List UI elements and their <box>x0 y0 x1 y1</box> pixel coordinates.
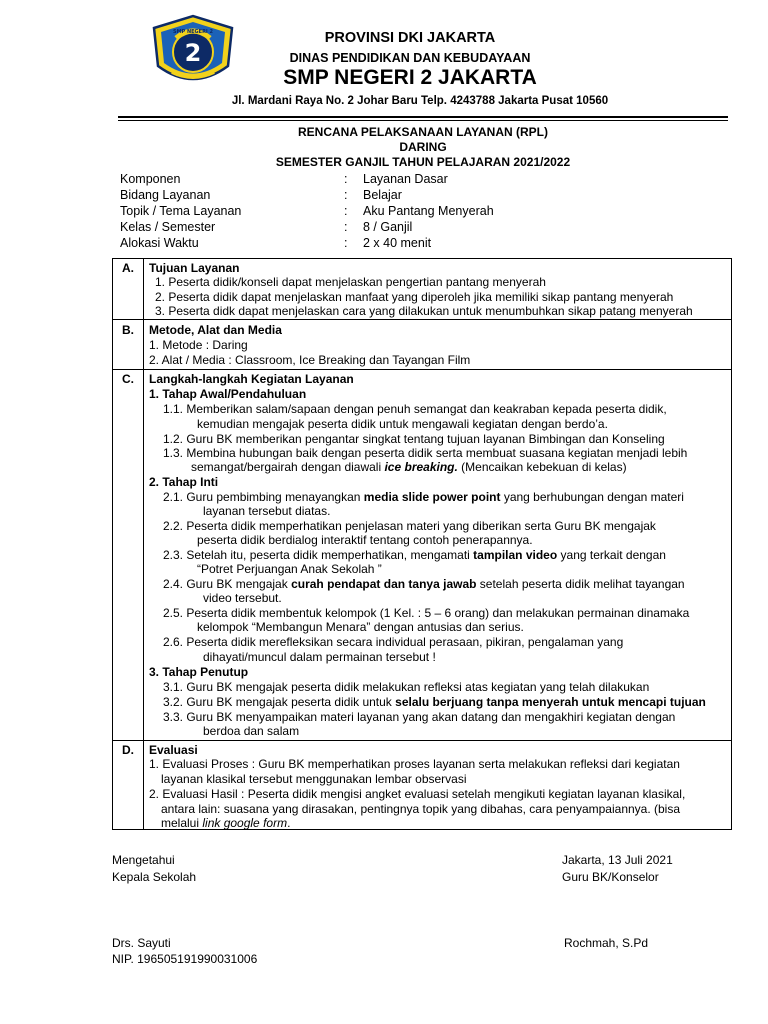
meta-label: Alokasi Waktu <box>120 236 199 250</box>
step-2-5: 2.5. Peserta didik membentuk kelompok (1 Kel. : 5 – 6 orang) dan melakukan permainan dinamaka <box>163 606 690 620</box>
bold-text: selalu berjuang tanpa menyerah untuk mencapi tujuan <box>395 695 706 709</box>
text: 2.4. Guru BK mengajak <box>163 577 292 591</box>
step-2-4 <box>163 577 685 591</box>
text: setelah peserta didik melihat tayangan <box>476 577 685 591</box>
sig-principal-name: Drs. Sayuti <box>112 936 171 950</box>
header-divider-thin <box>118 120 728 121</box>
text: (Mencaikan kebekuan di kelas) <box>457 460 627 474</box>
text: yang terkait dengan <box>557 548 666 562</box>
text: melalui <box>161 816 203 830</box>
text: 2.1. Guru pembimbing menayangkan <box>163 490 364 504</box>
section-c-heading: Langkah-langkah Kegiatan Layanan <box>149 372 354 386</box>
step-1-1: 1.1. Memberikan salam/sapaan dengan penuh semangat dan keakraban kepada peserta didik, <box>163 402 667 416</box>
ice-breaking-term: ice breaking. <box>384 460 458 474</box>
phase-3-title: 3. Tahap Penutup <box>149 665 249 679</box>
doc-subtitle-mode: DARING <box>399 140 447 154</box>
meta-colon: : <box>344 204 348 218</box>
section-d-heading: Evaluasi <box>149 743 198 757</box>
rpl-table <box>112 258 732 830</box>
meta-row-bidang <box>120 188 720 204</box>
step-1-2: 1.2. Guru BK memberikan pengantar singkat tentang tujuan layanan Bimbingan dan Konseling <box>163 432 665 446</box>
logo-school-text: SMP NEGERI 2 <box>172 29 214 35</box>
meta-value: 2 x 40 menit <box>363 236 432 250</box>
bold-text: curah pendapat dan tanya jawab <box>291 577 477 591</box>
meta-row-komponen <box>120 172 720 188</box>
step-2-2-cont: peserta didik berdialog interaktif tentang contoh penerapannya. <box>197 533 533 547</box>
step-1-1-cont: kemudian mengajak peserta didik untuk mengawali kegiatan dengan berdo’a. <box>197 417 608 431</box>
meta-row-kelas <box>120 220 720 236</box>
section-b-heading: Metode, Alat dan Media <box>149 323 282 337</box>
meta-colon: : <box>344 236 348 250</box>
meta-row-alokasi <box>120 236 720 252</box>
section-d-letter: D. <box>122 743 134 757</box>
meta-colon: : <box>344 188 348 202</box>
section-b-item: 1. Metode : Daring <box>149 338 248 352</box>
sig-counselor-name: Rochmah, S.Pd <box>564 936 649 950</box>
text: . <box>287 816 291 830</box>
sig-place-date: Jakarta, 13 Juli 2021 <box>562 853 673 867</box>
text: semangat/bergairah dengan diawali <box>191 460 385 474</box>
doc-subtitle-semester: SEMESTER GANJIL TAHUN PELAJARAN 2021/2022 <box>275 155 571 169</box>
sig-counselor-title: Guru BK/Konselor <box>562 870 659 884</box>
evaluation-result-cont: antara lain: suasana yang dirasakan, pentingnya topik yang dibahas, cara penyampaiannya. (bisa <box>161 802 681 816</box>
step-3-3-cont: berdoa dan salam <box>203 724 300 738</box>
step-3-1: 3.1. Guru BK mengajak peserta didik melakukan refleksi atas kegiatan yang telah dilakukan <box>163 680 650 694</box>
phase-2-title: 2. Tahap Inti <box>149 475 219 489</box>
section-b-letter: B. <box>122 323 134 337</box>
step-1-3: 1.3. Membina hubungan baik dengan peserta didik serta membuat suasana kegiatan menjadi lebih <box>163 446 688 460</box>
meta-value: 8 / Ganjil <box>363 220 413 234</box>
meta-label: Komponen <box>120 172 181 186</box>
meta-colon: : <box>344 172 348 186</box>
school-logo <box>150 14 236 86</box>
logo-number: 2 <box>184 39 202 67</box>
table-row-divider <box>113 319 731 320</box>
section-a-item: 1. Peserta didik/konseli dapat menjelaskan pengertian pantang menyerah <box>155 275 546 289</box>
table-row-divider <box>113 369 731 370</box>
section-a-item: 2. Peserta didik dapat menjelaskan manfaat yang diperoleh jika memiliki sikap pantang menyerah <box>155 290 674 304</box>
meta-value: Layanan Dasar <box>363 172 448 186</box>
section-a-letter: A. <box>122 261 134 275</box>
evaluation-result-cont <box>161 816 290 830</box>
header-address: Jl. Mardani Raya No. 2 Johar Baru Telp. 4243788 Jakarta Pusat 10560 <box>231 95 609 107</box>
meta-colon: : <box>344 220 348 234</box>
meta-label: Kelas / Semester <box>120 220 216 234</box>
bold-text: media slide power point <box>363 490 501 504</box>
doc-title: RENCANA PELAKSANAAN LAYANAN (RPL) <box>297 125 548 139</box>
meta-label: Topik / Tema Layanan <box>120 204 242 218</box>
section-c-letter: C. <box>122 372 134 386</box>
header-school-name: SMP NEGERI 2 JAKARTA <box>283 66 537 89</box>
step-2-1 <box>163 490 684 504</box>
text: yang berhubungan dengan materi <box>500 490 684 504</box>
step-3-2 <box>163 695 706 709</box>
step-2-3 <box>163 548 666 562</box>
header-department: DINAS PENDIDIKAN DAN KEBUDAYAAN <box>289 51 531 65</box>
evaluation-result: 2. Evaluasi Hasil : Peserta didik mengisi angket evaluasi setelah mengikuti kegiatan layanan klasikal, <box>149 787 686 801</box>
table-column-divider <box>143 259 144 829</box>
meta-value: Belajar <box>363 188 402 202</box>
step-2-1-cont: layanan tersebut diatas. <box>203 504 331 518</box>
table-row-divider <box>113 740 731 741</box>
step-2-4-cont: video tersebut. <box>203 591 282 605</box>
section-a-heading: Tujuan Layanan <box>149 261 240 275</box>
step-2-6-cont: dihayati/muncul dalam permainan tersebut ! <box>203 650 436 664</box>
header-divider-thick <box>118 116 728 118</box>
step-2-3-cont: “Potret Perjuangan Anak Sekolah ” <box>197 562 382 576</box>
step-3-3: 3.3. Guru BK menyampaikan materi layanan yang akan datang dan mengakhiri kegiatan dengan <box>163 710 676 724</box>
sig-principal-nip: NIP. 196505191990031006 <box>112 952 258 966</box>
meta-label: Bidang Layanan <box>120 188 211 202</box>
step-2-2: 2.2. Peserta didik memperhatikan penjelasan materi yang diberikan serta Guru BK mengajak <box>163 519 656 533</box>
evaluation-process-cont: layanan klasikal tersebut menggunakan lembar observasi <box>161 772 467 786</box>
google-form-link-text: link google form <box>202 816 288 830</box>
step-2-5-cont: kelompok “Membangun Menara” dengan antusias dan serius. <box>197 620 524 634</box>
header-province: PROVINSI DKI JAKARTA <box>324 30 496 46</box>
sig-acknowledged: Mengetahui <box>112 853 175 867</box>
sig-principal-title: Kepala Sekolah <box>112 870 197 884</box>
text: 2.3. Setelah itu, peserta didik memperhatikan, mengamati <box>163 548 474 562</box>
section-a-item: 3. Peserta didk dapat menjelaskan cara yang dilakukan untuk menumbuhkan sikap patang menyerah <box>155 304 693 318</box>
bold-text: tampilan video <box>473 548 558 562</box>
evaluation-process: 1. Evaluasi Proses : Guru BK memperhatikan proses layanan serta melakukan refleksi dari kegiatan <box>149 757 680 771</box>
step-2-6: 2.6. Peserta didik merefleksikan secara individual perasaan, pikiran, pengalaman yang <box>163 635 624 649</box>
meta-value: Aku Pantang Menyerah <box>363 204 494 218</box>
phase-1-title: 1. Tahap Awal/Pendahuluan <box>149 387 307 401</box>
step-1-3-cont <box>191 460 627 474</box>
meta-row-topik <box>120 204 720 220</box>
section-b-item: 2. Alat / Media : Classroom, Ice Breaking dan Tayangan Film <box>149 353 471 367</box>
text: 3.2. Guru BK mengajak peserta didik untuk <box>163 695 396 709</box>
